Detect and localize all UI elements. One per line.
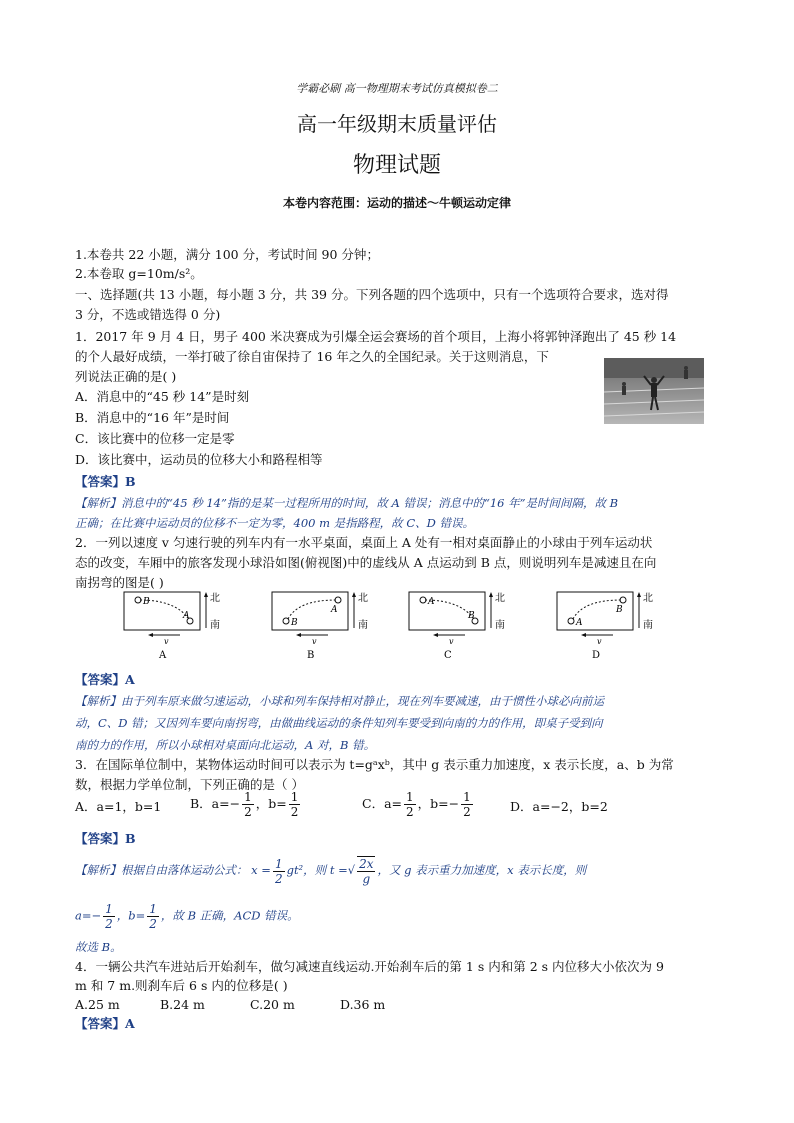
point-label: A bbox=[576, 618, 583, 628]
question-stem: 的个人最好成绩，一举打破了徐自宙保持了 16 年之久的全国纪录。关于这则消息，下 bbox=[75, 349, 549, 364]
north-label: 北 bbox=[358, 593, 368, 604]
note-line: 1.本卷共 22 小题，满分 100 分，考试时间 90 分钟； bbox=[75, 247, 379, 262]
explanation-line: 正确；在比赛中运动员的位移不一定为零，400 m 是指路程，故 C、D 错误。 bbox=[75, 516, 474, 530]
option-a: A．a=1，b=1 bbox=[75, 799, 162, 814]
point-label: A bbox=[331, 605, 338, 615]
option-b: B．消息中的“16 年”是时间 bbox=[75, 410, 230, 425]
option-c: C．该比赛中的位移一定是零 bbox=[75, 431, 235, 446]
option-a: A.25 m bbox=[75, 997, 120, 1012]
diagram-label: A bbox=[159, 650, 167, 661]
point-label: B bbox=[616, 605, 623, 615]
north-label: 北 bbox=[210, 593, 220, 604]
exam-title: 高一年级期末质量评估 bbox=[297, 112, 497, 136]
explanation-line: 故选 B。 bbox=[75, 940, 122, 954]
velocity-label: v bbox=[312, 637, 317, 646]
north-label: 北 bbox=[495, 593, 505, 604]
option-c: C.20 m bbox=[250, 997, 295, 1012]
note-line: 2.本卷取 g=10m/s²。 bbox=[75, 266, 203, 281]
explanation-line: 动，C、D 错；又因列车要向南拐弯，由做曲线运动的条件知列车要受到向南的力的作用，即桌子受到向 bbox=[75, 716, 603, 730]
option-d: D．a=−2，b=2 bbox=[510, 799, 608, 814]
point-label: A bbox=[428, 597, 435, 607]
south-label: 南 bbox=[495, 620, 505, 631]
question-stem: 数，根据力学单位制，下列正确的是（ ） bbox=[75, 777, 304, 792]
explanation-line: a=− $\frac{1}{2}$ ，b= $\frac{1}{2}$ ，故 B 正确，ACD 错误。 bbox=[75, 902, 299, 931]
option-d: D．该比赛中，运动员的位移大小和路程相等 bbox=[75, 452, 323, 467]
option-b: B．a=− $\frac{1}{2}$ ，b= $\frac{1}{2}$ bbox=[190, 790, 299, 819]
velocity-label: v bbox=[164, 637, 169, 646]
south-label: 南 bbox=[358, 620, 368, 631]
question-stem: m 和 7 m.则刹车后 6 s 内的位移是( ) bbox=[75, 978, 288, 993]
option-b: B.24 m bbox=[160, 997, 205, 1012]
diagram-label: D bbox=[592, 650, 601, 661]
diagram-d bbox=[553, 590, 653, 660]
section-heading: 3 分，不选或错选得 0 分) bbox=[75, 307, 221, 322]
page-header: 学霸必刷 高一物理期末考试仿真模拟卷二 bbox=[296, 82, 498, 95]
south-label: 南 bbox=[643, 620, 653, 631]
explanation-line: 南的力的作用，所以小球相对桌面向北运动，A 对，B 错。 bbox=[75, 738, 376, 752]
question-stem: 态的改变，车厢中的旅客发现小球沿如图(俯视图)中的虚线从 A 点运动到 B 点，则说明列车是减速且在向 bbox=[75, 555, 657, 570]
option-d: D.36 m bbox=[340, 997, 386, 1012]
option-a: A．消息中的“45 秒 14”是时刻 bbox=[75, 389, 250, 404]
option-c: C．a= $\frac{1}{2}$ ，b=− $\frac{1}{2}$ bbox=[362, 790, 471, 819]
question-stem: 1．2017 年 9 月 4 日，男子 400 米决赛成为引爆全运会赛场的首个项目，上海小将郭钟泽跑出了 45 秒 14 bbox=[75, 329, 677, 344]
question-stem: 2．一列以速度 v 匀速行驶的列车内有一水平桌面，桌面上 A 处有一相对桌面静止的小球由于列车运动状 bbox=[75, 535, 653, 550]
explanation-line: 【解析】由于列车原来做匀速运动，小球和列车保持相对静止，现在列车要减速，由于惯性小球必向前运 bbox=[75, 694, 604, 708]
question-stem: 3．在国际单位制中，某物体运动时间可以表示为 t=gᵃxᵇ，其中 g 表示重力加速度，x 表示长度，a、b 为常 bbox=[75, 757, 674, 772]
point-label: A bbox=[183, 611, 190, 621]
question-stem: 4．一辆公共汽车进站后开始刹车，做匀减速直线运动.开始刹车后的第 1 s 内和第 2 s 内位移大小依次为 9 bbox=[75, 959, 664, 974]
velocity-label: v bbox=[597, 637, 602, 646]
section-heading: 一、选择题(共 13 小题，每小题 3 分，共 39 分。下列各题的四个选项中，只有一个选项符合要求，选对得 bbox=[75, 287, 669, 302]
diagram-label: B bbox=[307, 650, 315, 661]
subject-title: 物理试题 bbox=[352, 153, 441, 178]
south-label: 南 bbox=[210, 620, 220, 631]
race-photo bbox=[604, 358, 704, 424]
diagram-b bbox=[268, 590, 368, 660]
answer-label: 【答案】B bbox=[75, 474, 136, 489]
content-scope: 本卷内容范围：运动的描述～牛顿运动定律 bbox=[282, 196, 511, 210]
diagram-c bbox=[405, 590, 505, 660]
question-stem: 列说法正确的是( ) bbox=[75, 369, 177, 384]
point-label: B bbox=[468, 611, 475, 621]
answer-label: 【答案】A bbox=[75, 1016, 135, 1031]
point-label: B bbox=[143, 597, 150, 607]
explanation-line: 【解析】消息中的“45 秒 14”指的是某一过程所用的时间，故 A 错误；消息中的“16 年”是时间间隔，故 B bbox=[75, 496, 619, 510]
explanation-line: 【解析】根据自由落体运动公式： x = $\frac{1}{2}$ gt²，则 t =√ $\frac{2x}{g}$ ，又 g 表示重力加速度，x 表示长度，则 bbox=[75, 856, 587, 886]
velocity-label: v bbox=[449, 637, 454, 646]
question-stem: 南拐弯的图是( ) bbox=[75, 575, 164, 590]
diagram-label: C bbox=[444, 650, 452, 661]
answer-label: 【答案】A bbox=[75, 672, 135, 687]
point-label: B bbox=[291, 618, 298, 628]
north-label: 北 bbox=[643, 593, 653, 604]
answer-label: 【答案】B bbox=[75, 831, 136, 846]
diagram-a bbox=[120, 590, 220, 660]
